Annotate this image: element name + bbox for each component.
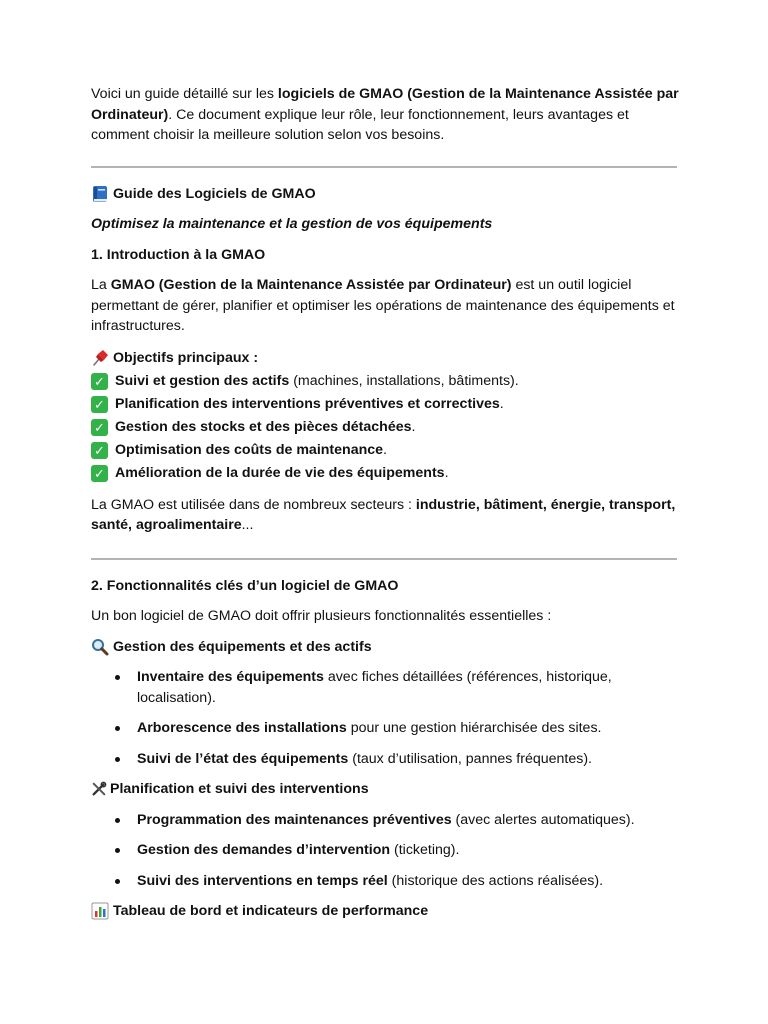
list-item: Gestion des demandes d’intervention (ticketing). xyxy=(91,840,681,861)
list-item: Inventaire des équipements avec fiches détaillées (références, historique, localisation). xyxy=(91,667,681,708)
section1-paragraph: La GMAO (Gestion de la Maintenance Assistée par Ordinateur) est un outil logiciel permettant de gérer, planifier et optimiser les opérations de maintenance des équipements et infrastructures. xyxy=(91,277,675,334)
list-item: Suivi des interventions en temps réel (historique des actions réalisées). xyxy=(91,871,681,892)
objectives-header: Objectifs principaux : xyxy=(91,347,681,370)
intro-paragraph: Voici un guide détaillé sur les logiciels de GMAO (Gestion de la Maintenance Assistée par Ordinateur). Ce document explique leur rôle, leur fonctionnement, leurs avantages et comment choisir la meilleure solution selon vos besoins. xyxy=(91,86,679,143)
intro-bold: logiciels de GMAO (Gestion de la Maintenance Assistée par Ordinateur) xyxy=(91,86,679,123)
group-title-dashboard: Tableau de bord et indicateurs de performance xyxy=(91,901,681,922)
check-mark-icon: ✓ xyxy=(91,396,108,413)
list-item: Programmation des maintenances préventives (avec alertes automatiques). xyxy=(91,810,681,831)
tools-icon xyxy=(91,780,107,798)
section2-intro: Un bon logiciel de GMAO doit offrir plusieurs fonctionnalités essentielles : xyxy=(91,608,552,624)
pushpin-icon xyxy=(91,349,109,367)
objectives-list xyxy=(91,347,681,485)
blue-book-icon xyxy=(91,185,109,203)
section1-heading: 1. Introduction à la GMAO xyxy=(91,246,266,263)
objective-item: ✓ Planification des interventions préventives et correctives. xyxy=(91,393,681,416)
interventions-list xyxy=(91,810,681,892)
bar-chart-icon xyxy=(91,902,109,920)
equipment-list xyxy=(91,667,681,769)
guide-subtitle: Optimisez la maintenance et la gestion de vos équipements xyxy=(91,216,493,232)
list-item: Arborescence des installations pour une gestion hiérarchisée des sites. xyxy=(91,718,681,739)
objective-item: ✓ Gestion des stocks et des pièces détachées. xyxy=(91,416,681,439)
check-mark-icon: ✓ xyxy=(91,442,108,459)
objective-item: ✓ Optimisation des coûts de maintenance. xyxy=(91,439,681,462)
sectors-paragraph: La GMAO est utilisée dans de nombreux secteurs : industrie, bâtiment, énergie, transport, santé, agroalimentaire... xyxy=(91,496,676,533)
section2-heading: 2. Fonctionnalités clés d’un logiciel de GMAO xyxy=(91,577,399,594)
check-mark-icon: ✓ xyxy=(91,419,108,436)
magnifier-icon xyxy=(91,638,109,656)
guide-title: Guide des Logiciels de GMAO xyxy=(91,184,681,205)
separator xyxy=(91,558,677,560)
check-mark-icon: ✓ xyxy=(91,373,108,390)
group-title-interventions: Planification et suivi des interventions xyxy=(91,779,681,800)
list-item: Suivi de l’état des équipements (taux d’utilisation, pannes fréquentes). xyxy=(91,749,681,770)
check-mark-icon: ✓ xyxy=(91,465,108,482)
objective-item: ✓ Suivi et gestion des actifs (machines, installations, bâtiments). xyxy=(91,370,681,393)
group-title-equipment: Gestion des équipements et des actifs xyxy=(91,637,681,658)
document-page xyxy=(91,84,681,932)
separator xyxy=(91,166,677,168)
objective-item: ✓ Amélioration de la durée de vie des équipements. xyxy=(91,462,681,485)
